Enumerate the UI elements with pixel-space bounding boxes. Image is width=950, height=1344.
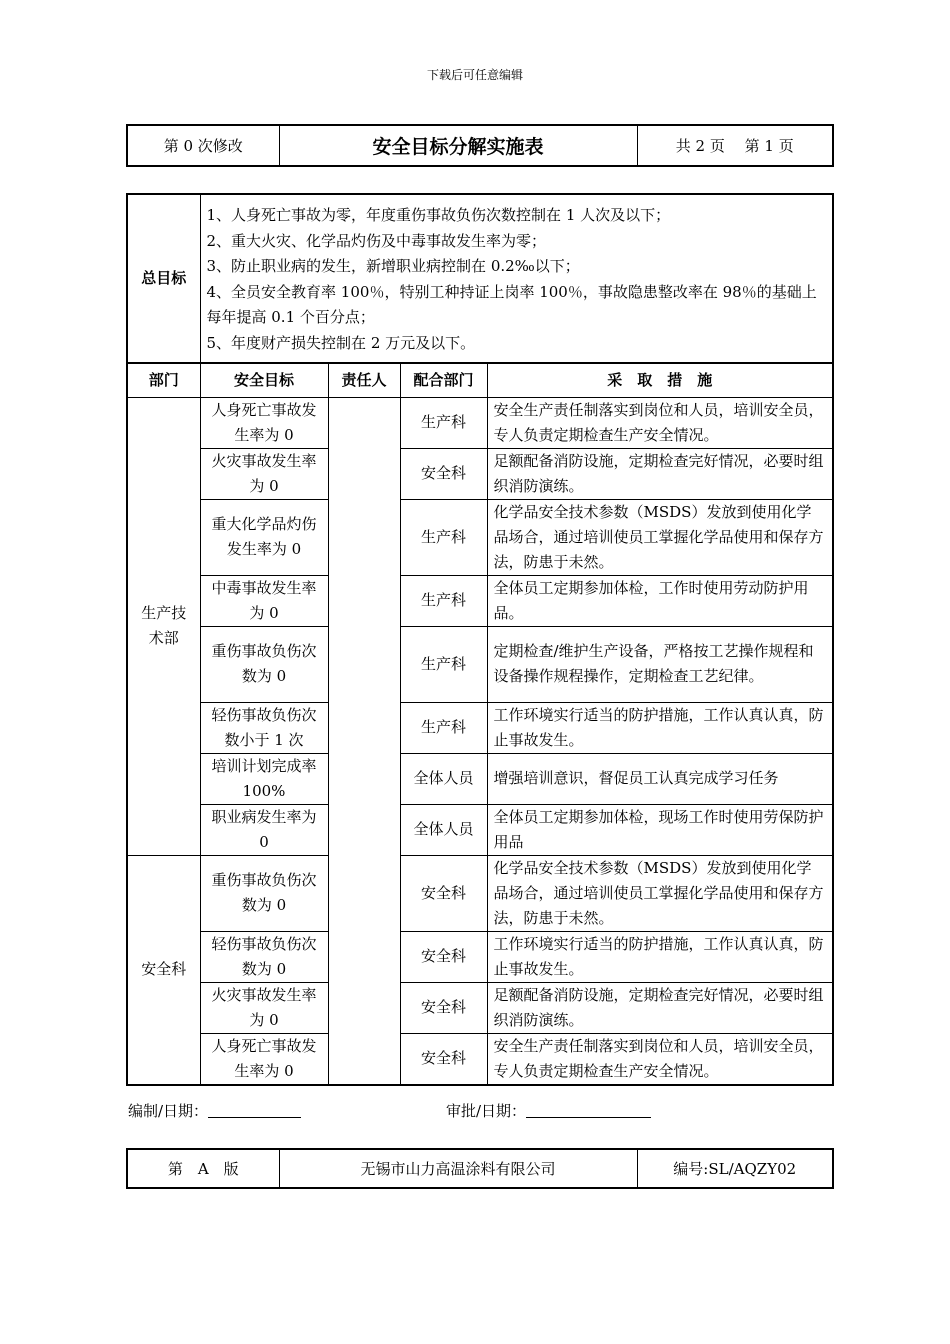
column-header-coop: 配合部门 [400,363,487,397]
table-row [127,702,833,753]
department-cell: 生产技术部 [127,397,200,855]
approved-by-label: 审批/日期： [446,1102,527,1120]
coop-cell: 生产科 [400,575,487,626]
measure-cell: 全体员工定期参加体检，现场工作时使用劳保防护用品 [487,804,833,855]
table-row [127,931,833,982]
table-row [127,855,833,931]
table-row [127,982,833,1033]
document-title: 安全目标分解实施表 [279,125,637,166]
column-header-measures: 采 取 措 施 [487,363,833,397]
table-row [127,1033,833,1085]
goal-item: 1、人身死亡事故为零，年度重伤事故负伤次数控制在 1 人次及以下； [206,206,671,224]
target-cell: 重伤事故负伤次数为 0 [200,855,328,931]
coop-cell: 生产科 [400,397,487,448]
table-row [127,448,833,499]
coop-cell: 安全科 [400,1033,487,1085]
target-cell: 人身死亡事故发生率为 0 [200,397,328,448]
target-cell: 重大化学品灼伤发生率为 0 [200,499,328,575]
measure-cell: 化学品安全技术参数（MSDS）发放到使用化学品场合，通过培训使员工掌握化学品使用和保存方法，防患于未然。 [487,499,833,575]
overall-goal-label: 总目标 [127,194,200,363]
measure-cell: 足额配备消防设施，定期检查完好情况，必要时组织消防演练。 [487,448,833,499]
coop-cell: 生产科 [400,626,487,702]
target-cell: 火灾事故发生率为 0 [200,982,328,1033]
department-cell: 安全科 [127,855,200,1085]
goal-item: 2、重大火灾、化学品灼伤及中毒事故发生率为零； [206,231,547,250]
coop-cell: 安全科 [400,448,487,499]
document-code: 编号:SL/AQZY02 [637,1149,833,1188]
document-footer [126,1148,834,1189]
target-cell: 培训计划完成率 100% [200,753,328,804]
measure-cell: 定期检查/维护生产设备，严格按工艺操作规程和设备操作规程操作，定期检查工艺纪律。 [487,626,833,702]
coop-cell: 全体人员 [400,753,487,804]
target-cell: 轻伤事故负伤次数小于 1 次 [200,702,328,753]
table-row [127,753,833,804]
target-cell: 人身死亡事故发生率为 0 [200,1033,328,1085]
coop-cell: 安全科 [400,982,487,1033]
target-cell: 中毒事故发生率为 0 [200,575,328,626]
approved-by-field [446,1100,651,1121]
page-count: 共 2 页 第 1 页 [637,125,833,166]
column-header-row [127,363,833,397]
table-row [127,397,833,448]
overall-goal-list [200,194,833,363]
prepared-by-line [208,1117,301,1118]
measure-cell: 化学品安全技术参数（MSDS）发放到使用化学品场合，通过培训使员工掌握化学品使用和保存方法，防患于未然。 [487,855,833,931]
measure-cell: 工作环境实行适当的防护措施，工作认真认真，防止事故发生。 [487,931,833,982]
goal-item: 3、防止职业病的发生，新增职业病控制在 0.2‰以下； [206,257,580,275]
owner-cell [328,397,400,1085]
measure-cell: 工作环境实行适当的防护措施，工作认真认真，防止事故发生。 [487,702,833,753]
document-header [126,124,834,167]
table-row [127,804,833,855]
target-cell: 职业病发生率为 0 [200,804,328,855]
prepared-by-field [128,1100,301,1121]
revision-number: 第 0 次修改 [127,125,279,166]
target-cell: 重伤事故负伤次数为 0 [200,626,328,702]
coop-cell: 安全科 [400,931,487,982]
coop-cell: 全体人员 [400,804,487,855]
goal-item: 4、全员安全教育率 100％，特别工种持证上岗率 100％，事故隐患整改率在 98％的基础上每年提高 0.1 个百分点； [206,282,817,326]
safety-target-table [126,193,834,1086]
approved-by-line [526,1117,651,1118]
table-row [127,499,833,575]
coop-cell: 生产科 [400,499,487,575]
goal-item: 5、年度财产损失控制在 2 万元及以下。 [206,333,476,352]
measure-cell: 足额配备消防设施，定期检查完好情况，必要时组织消防演练。 [487,982,833,1033]
table-row [127,575,833,626]
measure-cell: 安全生产责任制落实到岗位和人员，培训安全员，专人负责定期检查生产安全情况。 [487,1033,833,1085]
coop-cell: 生产科 [400,702,487,753]
column-header-department: 部门 [127,363,200,397]
column-header-owner: 责任人 [328,363,400,397]
company-name: 无锡市山力高温涂料有限公司 [279,1149,637,1188]
target-cell: 火灾事故发生率为 0 [200,448,328,499]
edition-label: 第 A 版 [127,1149,279,1188]
measure-cell: 安全生产责任制落实到岗位和人员，培训安全员，专人负责定期检查生产安全情况。 [487,397,833,448]
measure-cell: 增强培训意识，督促员工认真完成学习任务 [487,753,833,804]
measure-cell: 全体员工定期参加体检，工作时使用劳动防护用品。 [487,575,833,626]
target-cell: 轻伤事故负伤次数为 0 [200,931,328,982]
watermark-text: 下载后可任意编辑 [426,68,523,82]
coop-cell: 安全科 [400,855,487,931]
column-header-target: 安全目标 [200,363,328,397]
prepared-by-label: 编制/日期： [128,1102,209,1120]
table-row [127,626,833,702]
